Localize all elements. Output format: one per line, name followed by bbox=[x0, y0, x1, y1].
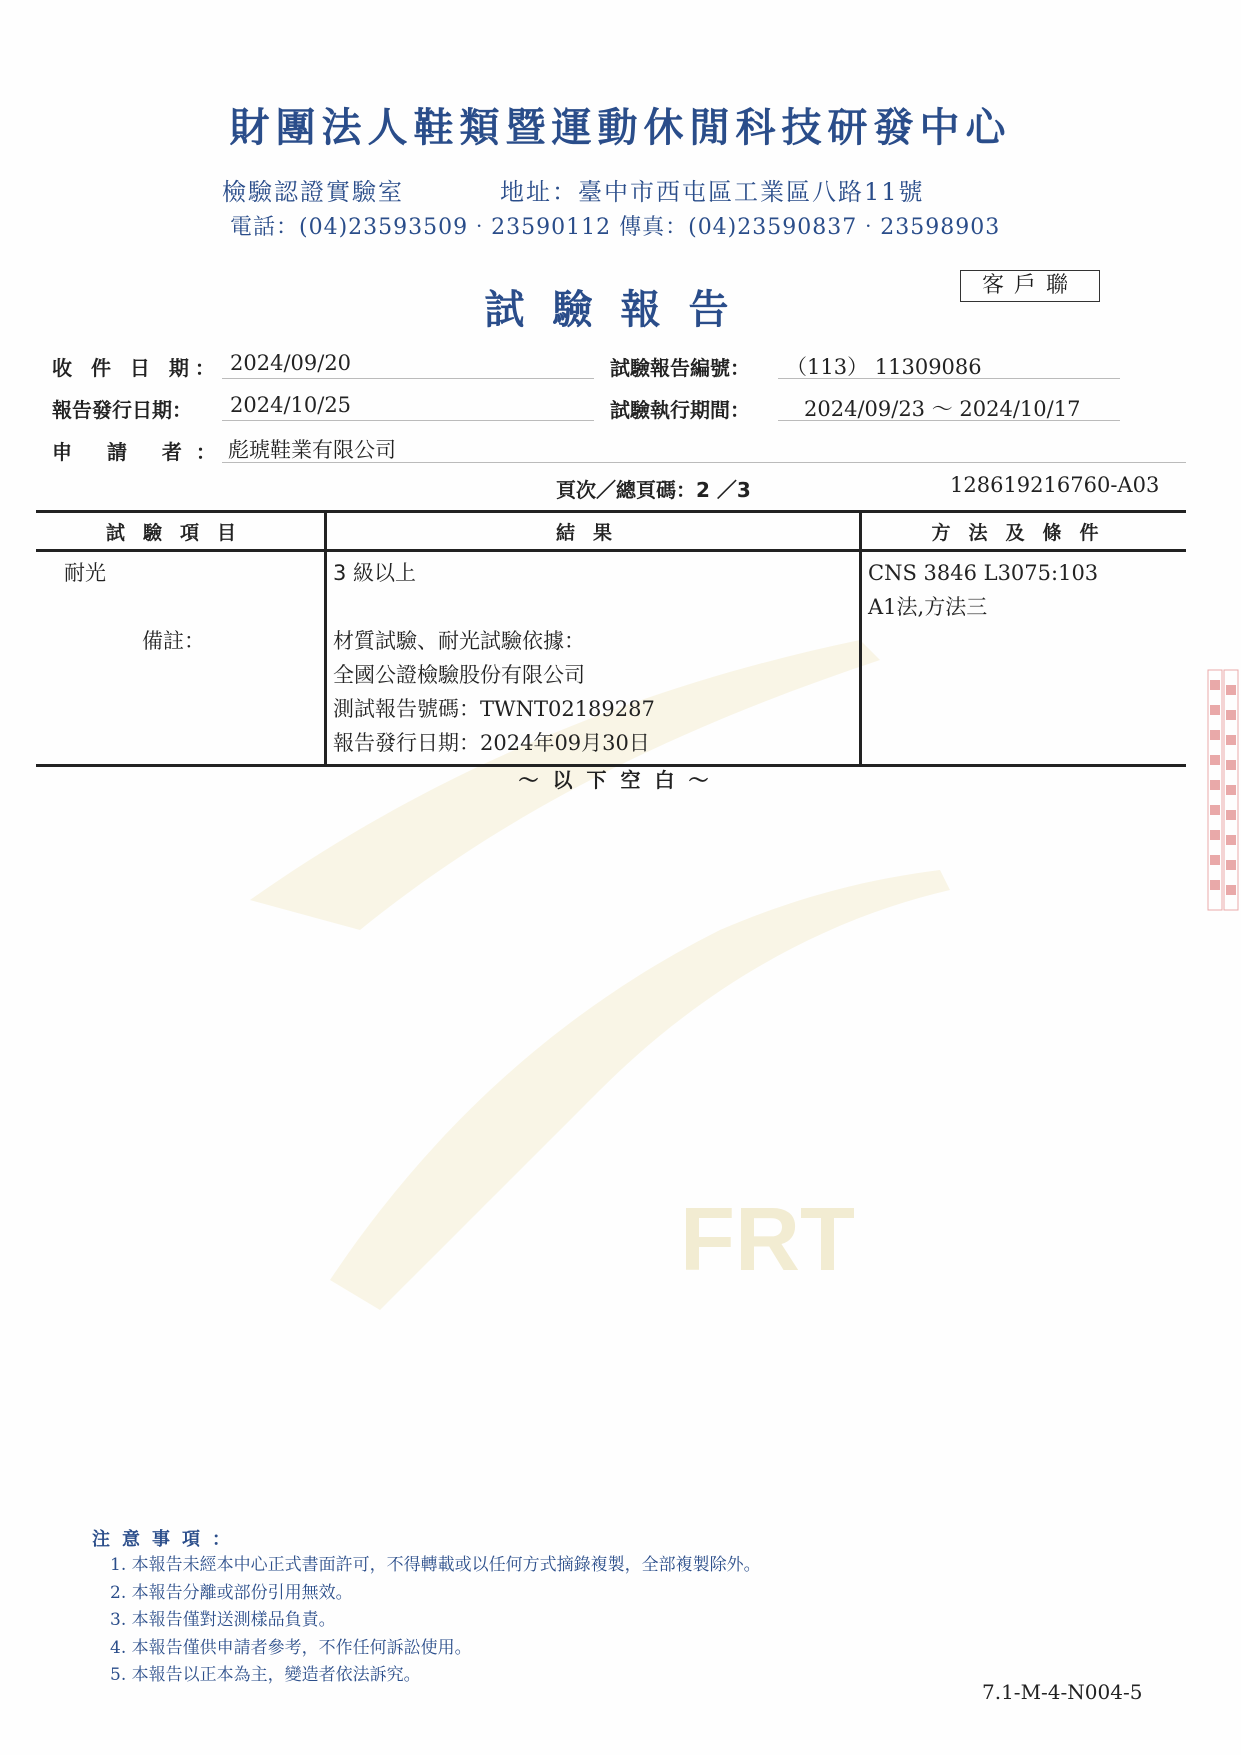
page-number: 頁次／總頁碼：2 ／3 bbox=[556, 478, 751, 502]
lab-name: 檢驗認證實驗室 bbox=[222, 178, 404, 206]
watermark-text: FRT bbox=[680, 1190, 855, 1290]
applicant-name: 彪琥鞋業有限公司 bbox=[228, 438, 396, 462]
applicant-underline bbox=[222, 462, 1186, 463]
results-table bbox=[36, 510, 1186, 767]
method-cell bbox=[861, 551, 1187, 766]
header-test-item: 試驗項目 bbox=[36, 512, 326, 551]
test-period-underline bbox=[778, 420, 1120, 421]
note-item: 3. 本報告僅對送測樣品負責。 bbox=[110, 1610, 336, 1630]
notes-title: 注意事項： bbox=[92, 1529, 242, 1550]
remark-line: 全國公證檢驗股份有限公司 bbox=[333, 663, 585, 687]
report-number-label: 試驗報告編號： bbox=[610, 356, 750, 380]
note-item: 2. 本報告分離或部份引用無效。 bbox=[110, 1582, 353, 1603]
issue-date-underline bbox=[222, 420, 594, 421]
phone-fax: 電話：(04)23593509‧23590112 傳真：(04)23590837‧23598903 bbox=[230, 215, 1001, 240]
table-row bbox=[36, 551, 1186, 766]
result-value: 3 級以上 bbox=[333, 561, 417, 585]
receive-date-label: 收 件 日 期： bbox=[52, 356, 221, 380]
report-title: 試驗報告 bbox=[484, 286, 757, 333]
blank-below-marker: ～以下空白～ bbox=[518, 768, 723, 792]
organization-name: 財團法人鞋類暨運動休閒科技研發中心 bbox=[229, 105, 1012, 151]
document-code: 128619216760-A03 bbox=[950, 473, 1160, 497]
report-number-underline bbox=[778, 378, 1120, 379]
issue-date-label: 報告發行日期： bbox=[52, 398, 192, 422]
table-header-row bbox=[36, 512, 1186, 551]
receive-date: 2024/09/20 bbox=[230, 351, 352, 375]
header-result: 結果 bbox=[326, 512, 861, 551]
test-item-cell bbox=[36, 551, 326, 766]
note-item: 5. 本報告以正本為主，變造者依法訴究。 bbox=[110, 1665, 421, 1685]
test-period: 2024/09/23 ～ 2024/10/17 bbox=[804, 397, 1081, 421]
test-item: 耐光 bbox=[64, 561, 106, 585]
form-code: 7.1-M-4-N004-5 bbox=[982, 1680, 1143, 1704]
notes-list bbox=[110, 1552, 761, 1690]
remark-line: 材質試驗、耐光試驗依據： bbox=[333, 629, 585, 653]
note-item: 1. 本報告未經本中心正式書面許可，不得轉載或以任何方式摘錄複製，全部複製除外。 bbox=[110, 1555, 761, 1575]
report-number: （113） 11309086 bbox=[786, 355, 982, 379]
result-cell bbox=[326, 551, 861, 766]
header-method: 方法及條件 bbox=[861, 512, 1187, 551]
applicant-label: 申 請 者： bbox=[52, 440, 230, 464]
remark-line: 報告發行日期：2024年09月30日 bbox=[333, 731, 650, 755]
method-standard: CNS 3846 L3075:103 bbox=[868, 561, 1099, 585]
test-period-label: 試驗執行期間： bbox=[610, 398, 750, 422]
issue-date: 2024/10/25 bbox=[230, 393, 352, 417]
note-item: 4. 本報告僅供申請者參考，不作任何訴訟使用。 bbox=[110, 1637, 472, 1658]
remark-label: 備註： bbox=[142, 629, 205, 653]
receive-date-underline bbox=[222, 378, 594, 379]
remark-line: 測試報告號碼：TWNT02189287 bbox=[333, 697, 655, 721]
address: 地址：臺中市西屯區工業區八路11號 bbox=[500, 178, 925, 206]
copy-type-box: 客戶聯 bbox=[960, 270, 1100, 302]
method-detail: A1法,方法三 bbox=[868, 595, 988, 619]
